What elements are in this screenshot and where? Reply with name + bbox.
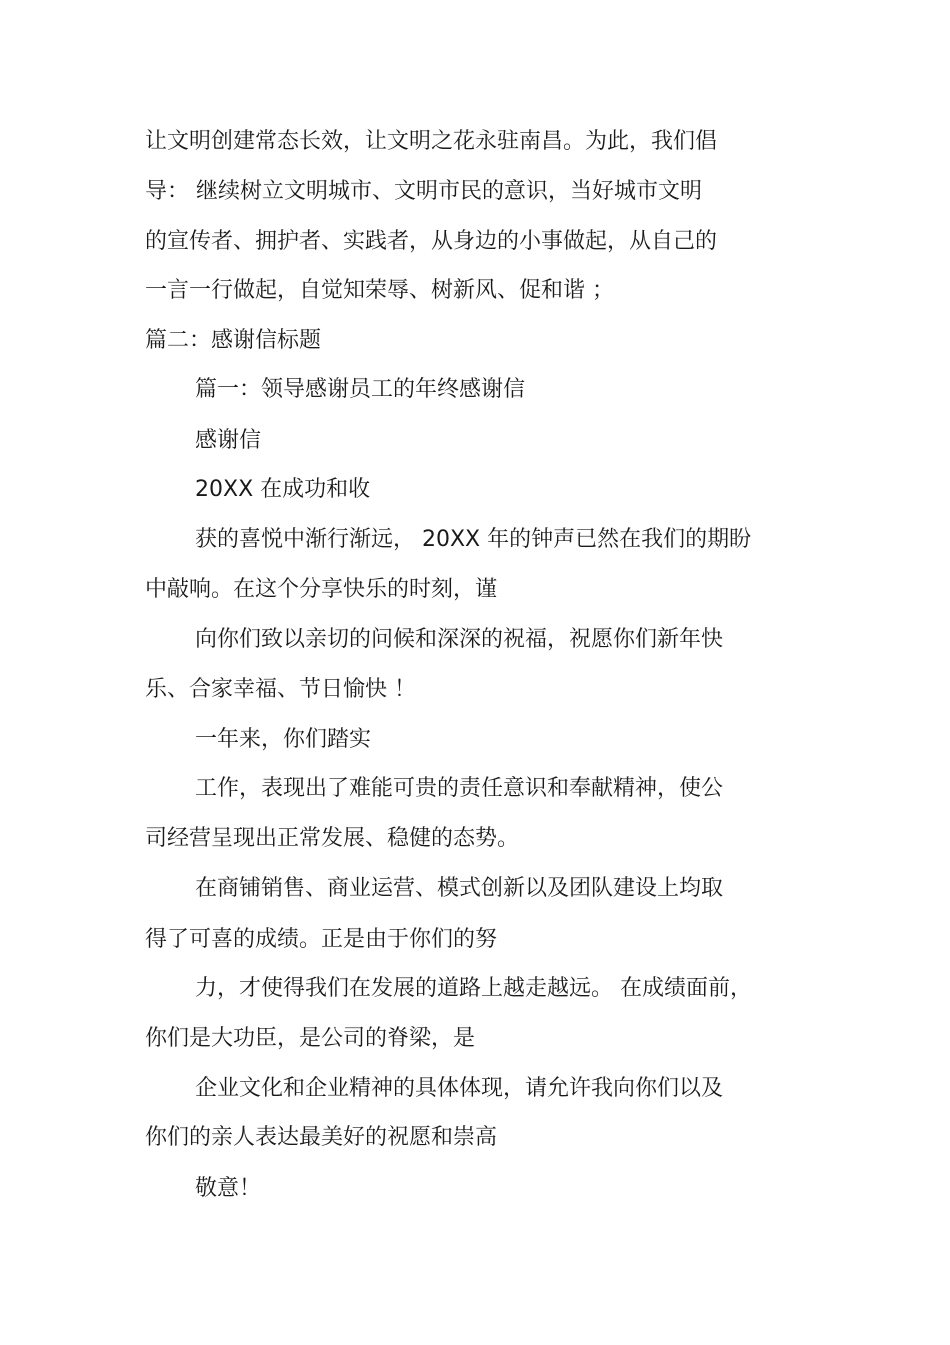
text-line: 一年来，你们踏实 [195,727,372,752]
text-line: 中敲响。在这个分享快乐的时刻，谨 [145,577,498,602]
section-heading: 篇二：感谢信标题 [145,328,322,353]
letter-title: 感谢信 [195,428,262,453]
article-title: 篇一：领导感谢员工的年终感谢信 [195,377,526,402]
text-line: 你们的亲人表达最美好的祝愿和崇高 [145,1125,498,1150]
text-line: 乐、合家幸福、节日愉快 ！ [145,677,416,702]
text-line: 得了可喜的成绩。正是由于你们的努 [145,927,498,952]
text-line: 在商铺销售、商业运营、模式创新以及团队建设上均取 [195,876,724,901]
text-line: 力，才使得我们在发展的道路上越走越远。 在成绩面前， [195,976,752,1001]
text-line: 司经营呈现出正常发展、稳健的态势。 [145,826,520,851]
text-line: 获的喜悦中渐行渐远， 20XX 年的钟声已然在我们的期盼 [195,527,752,552]
text-line: 企业文化和企业精神的具体体现，请允许我向你们以及 [195,1076,724,1101]
text-line: 导： 继续树立文明城市、文明市民的意识，当好城市文明 [145,179,702,204]
text-line: 让文明创建常态长效，让文明之花永驻南昌。为此，我们倡 [145,129,718,154]
text-line: 一言一行做起，自觉知荣辱、树新风、促和谐 ； [145,278,614,303]
text-line: 你们是大功臣，是公司的脊梁，是 [145,1026,476,1051]
text-line: 向你们致以亲切的问候和深深的祝福，祝愿你们新年快 [195,627,724,652]
text-line: 20XX 在成功和收 [195,477,371,502]
text-line: 工作，表现出了难能可贵的责任意识和奉献精神，使公 [195,776,724,801]
text-line: 敬意！ [195,1176,262,1201]
text-line: 的宣传者、拥护者、实践者，从身边的小事做起，从自己的 [145,229,718,254]
